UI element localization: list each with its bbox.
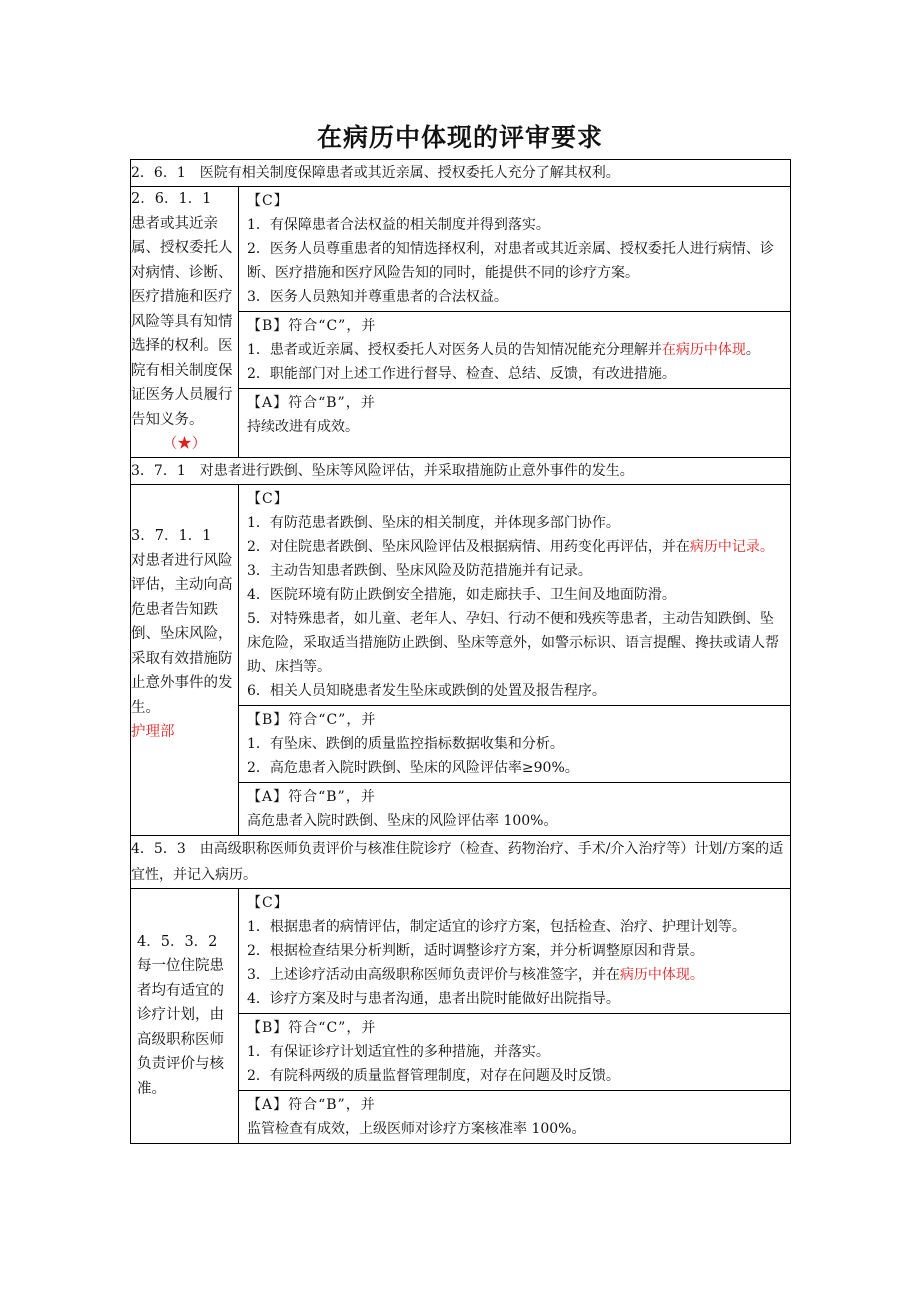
criteria-cell-3-7-1-1 bbox=[239, 484, 791, 835]
level-c-block bbox=[239, 485, 790, 706]
responsible-department: 护理部 bbox=[131, 724, 175, 741]
item-description: 每一位住院患者均有适宜的诊疗计划，由高级职称医师负责评价与核准。 bbox=[137, 958, 224, 1097]
item-description: 对患者进行风险评估，主动向高危患者告知跌倒、坠床风险，采取有效措施防止意外事件的发生。 bbox=[131, 552, 233, 716]
level-a-item: 持续改进有成效。 bbox=[247, 419, 359, 435]
level-c-item: 1．有防范患者跌倒、坠床的相关制度，并体现多部门协作。 bbox=[247, 514, 620, 531]
item-row-4-5-3-2 bbox=[131, 888, 791, 1143]
level-c-item: 6．相关人员知晓患者发生坠床或跌倒的处置及报告程序。 bbox=[247, 682, 606, 699]
level-a-header: 【A】符合“B”，并 bbox=[247, 1096, 376, 1113]
level-b-item: 1．患者或近亲属、授权委托人对医务人员的告知情况能充分理解并在病历中体现。 bbox=[247, 342, 760, 358]
item-row-3-7-1-1 bbox=[131, 484, 791, 835]
standard-row-4-5-3 bbox=[131, 835, 791, 888]
level-a-header: 【A】符合“B”，并 bbox=[247, 788, 376, 805]
item-cell-3-7-1-1 bbox=[131, 484, 239, 835]
standard-row-2-6-1 bbox=[131, 160, 791, 187]
criteria-cell-2-6-1-1 bbox=[239, 187, 791, 458]
page-title: 在病历中体现的评审要求 bbox=[316, 123, 603, 152]
item-number: 4．5．3．2 bbox=[137, 933, 218, 950]
item-cell-4-5-3-2 bbox=[131, 888, 239, 1143]
standard-row-3-7-1 bbox=[131, 457, 791, 484]
level-b-item: 1．有坠床、跌倒的质量监控指标数据收集和分析。 bbox=[247, 735, 564, 752]
level-a-block bbox=[239, 389, 790, 441]
level-b-block bbox=[239, 706, 790, 783]
level-c-item: 2．医务人员尊重患者的知情选择权利，对患者或其近亲属、授权委托人进行病情、诊断、医疗措施和医疗风险告知的同时，能提供不同的诊疗方案。 bbox=[247, 241, 774, 281]
level-b-item: 2．职能部门对上述工作进行督导、检查、总结、反馈，有改进措施。 bbox=[247, 366, 676, 382]
level-b-header: 【B】符合“C”，并 bbox=[247, 1019, 377, 1036]
level-a-block bbox=[239, 1091, 790, 1143]
level-c-item: 3．医务人员熟知并尊重患者的合法权益。 bbox=[247, 289, 508, 305]
level-a-block bbox=[239, 783, 790, 835]
level-c-item: 2．根据检查结果分析判断，适时调整诊疗方案，并分析调整原因和背景。 bbox=[247, 942, 704, 959]
standard-3-7-1: 3．7．1 对患者进行跌倒、坠床等风险评估，并采取措施防止意外事件的发生。 bbox=[131, 457, 791, 484]
level-c-item: 3．主动告知患者跌倒、坠床风险及防范措施并有记录。 bbox=[247, 562, 592, 579]
standard-4-5-3: 4．5．3 由高级职称医师负责评价与核准住院诊疗（检查、药物治疗、手术/介入治疗等）计划/方案的适宜性，并记入病历。 bbox=[131, 835, 791, 888]
level-c-item: 4．诊疗方案及时与患者沟通，患者出院时能做好出院指导。 bbox=[247, 990, 620, 1007]
level-a-item: 监管检查有成效，上级医师对诊疗方案核准率 100%。 bbox=[247, 1120, 586, 1137]
level-b-block bbox=[239, 312, 790, 389]
item-row-2-6-1-1 bbox=[131, 187, 791, 458]
standard-2-6-1: 2．6．1 医院有相关制度保障患者或其近亲属、授权委托人充分了解其权利。 bbox=[131, 160, 791, 187]
review-requirements-table bbox=[130, 159, 791, 1144]
level-c-item: 1．有保障患者合法权益的相关制度并得到落实。 bbox=[247, 217, 550, 233]
level-c-header: 【C】 bbox=[247, 490, 289, 507]
level-b-block bbox=[239, 1014, 790, 1091]
level-a-header: 【A】符合“B”，并 bbox=[247, 395, 376, 411]
medical-record-highlight: 在病历中体现 bbox=[661, 342, 746, 358]
level-c-item: 4．医院环境有防止跌倒安全措施，如走廊扶手、卫生间及地面防滑。 bbox=[247, 586, 676, 603]
level-c-item: 2．对住院患者跌倒、坠床风险评估及根据病情、用药变化再评估，并在病历中记录。 bbox=[247, 538, 774, 555]
level-c-item: 3．上述诊疗活动由高级职称医师负责评价与核准签字，并在病历中体现。 bbox=[247, 966, 704, 983]
criteria-cell-4-5-3-2 bbox=[239, 888, 791, 1143]
level-c-header: 【C】 bbox=[247, 193, 289, 209]
level-c-item: 1．根据患者的病情评估，制定适宜的诊疗方案，包括检查、治疗、护理计划等。 bbox=[247, 918, 746, 935]
core-star-mark: （★） bbox=[162, 436, 207, 452]
level-c-item: 5．对特殊患者，如儿童、老年人、孕妇、行动不便和残疾等患者，主动告知跌倒、坠床危险，采取适当措施防止跌倒、坠床等意外，如警示标识、语言提醒、搀扶或请人帮助、床挡等。 bbox=[247, 610, 779, 675]
level-c-header: 【C】 bbox=[247, 894, 289, 911]
level-c-block bbox=[239, 187, 790, 312]
medical-record-highlight: 病历中体现。 bbox=[619, 966, 704, 983]
item-number: 3．7．1．1 bbox=[131, 528, 212, 545]
item-cell-2-6-1-1 bbox=[131, 187, 239, 458]
level-c-block bbox=[239, 889, 790, 1014]
level-a-item: 高危患者入院时跌倒、坠床的风险评估率 100%。 bbox=[247, 812, 558, 829]
medical-record-highlight: 病历中记录。 bbox=[689, 538, 774, 555]
item-number: 2．6．1．1 bbox=[131, 191, 212, 207]
level-b-item: 2．高危患者入院时跌倒、坠床的风险评估率≥90%。 bbox=[247, 759, 579, 776]
level-b-header: 【B】符合“C”，并 bbox=[247, 711, 377, 728]
level-b-item: 1．有保证诊疗计划适宜性的多种措施，并落实。 bbox=[247, 1043, 550, 1060]
item-description: 患者或其近亲属、授权委托人对病情、诊断、医疗措施和医疗风险等具有知情选择的权利。医院有相关制度保证医务人员履行告知义务。 bbox=[131, 215, 233, 428]
level-b-header: 【B】符合“C”，并 bbox=[247, 318, 377, 334]
level-b-item: 2．有院科两级的质量监督管理制度，对存在问题及时反馈。 bbox=[247, 1067, 620, 1084]
